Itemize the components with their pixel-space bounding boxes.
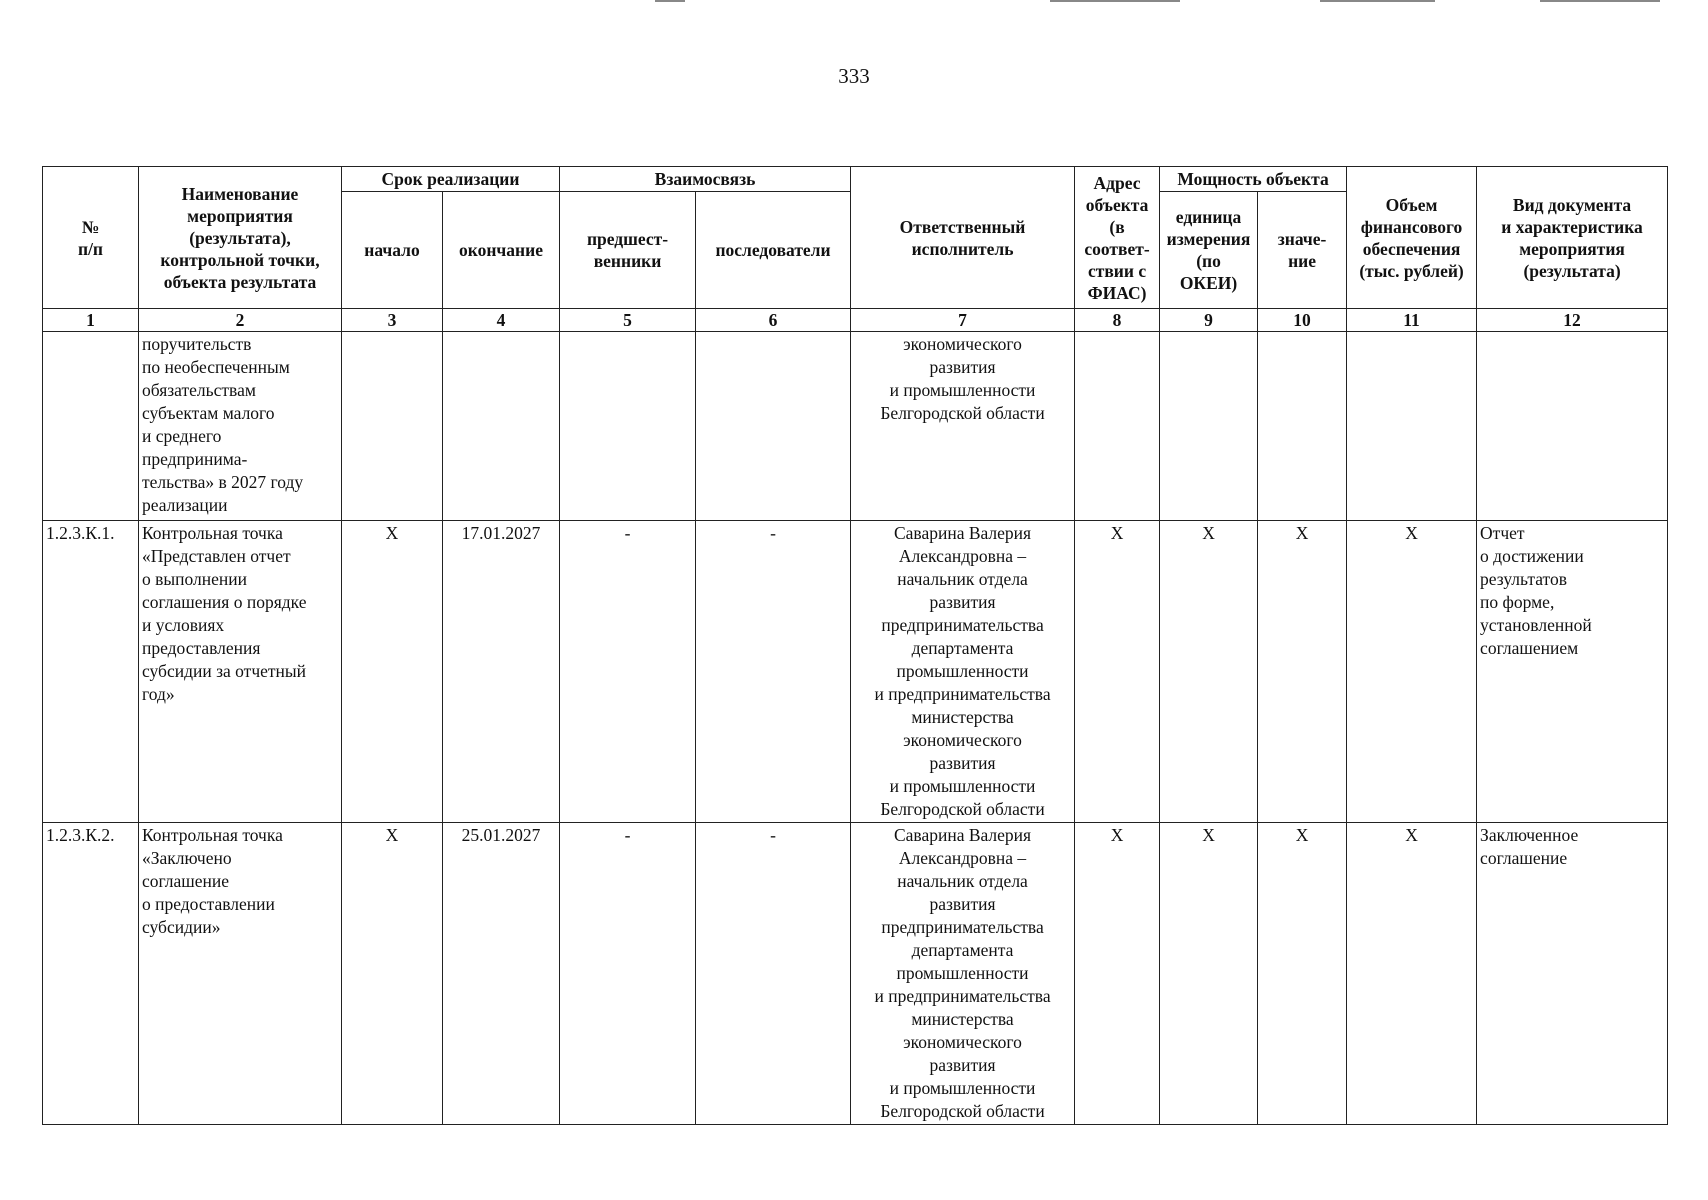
table-row [43,521,1668,823]
column-number: 8 [1075,309,1160,332]
row-value: X [1258,521,1347,823]
row-start [342,332,443,521]
column-number: 12 [1477,309,1668,332]
row-value [1258,332,1347,521]
row-unit: X [1160,521,1258,823]
header-successors: последователи [696,192,851,309]
row-executor: Саварина Валерия Александровна – начальник отдела развития предпринимательства департамента промышленности и предпринимательства министерства экономического развития и промышленности Белгородской области [851,521,1075,823]
row-name: поручительств по необеспеченным обязательствам субъектам малого и среднего предпринима- тельства» в 2027 году реализации [139,332,342,521]
row-predecessors [560,332,696,521]
header-end: окончание [443,192,560,309]
row-finance: X [1347,521,1477,823]
table-row [43,823,1668,1125]
row-doc: Заключенное соглашение [1477,823,1668,1125]
column-number: 7 [851,309,1075,332]
row-value: X [1258,823,1347,1125]
plan-table [42,166,1668,1125]
header-capacity: Мощность объекта [1160,167,1347,192]
row-address: X [1075,521,1160,823]
row-end: 25.01.2027 [443,823,560,1125]
row-end [443,332,560,521]
header-num: № п/п [43,167,139,309]
column-number: 5 [560,309,696,332]
header-unit: единица измерения (по ОКЕИ) [1160,192,1258,309]
row-executor: Саварина Валерия Александровна – начальник отдела развития предпринимательства департамента промышленности и предпринимательства министерства экономического развития и промышленности Белгородской области [851,823,1075,1125]
row-end: 17.01.2027 [443,521,560,823]
row-address: X [1075,823,1160,1125]
table-row [43,332,1668,521]
row-unit [1160,332,1258,521]
row-successors: - [696,823,851,1125]
column-number: 3 [342,309,443,332]
header-predecessors: предшест- венники [560,192,696,309]
header-relation: Взаимосвязь [560,167,851,192]
column-number: 9 [1160,309,1258,332]
row-finance: X [1347,823,1477,1125]
page-number: 333 [838,64,870,88]
row-predecessors: - [560,521,696,823]
row-num [43,332,139,521]
row-name: Контрольная точка «Заключено соглашение о предоставлении субсидии» [139,823,342,1125]
row-unit: X [1160,823,1258,1125]
row-address [1075,332,1160,521]
column-number: 4 [443,309,560,332]
row-name: Контрольная точка «Представлен отчет о выполнении соглашения о порядке и условиях предоставления субсидии за отчетный год» [139,521,342,823]
row-num: 1.2.3.К.1. [43,521,139,823]
header-doc-type: Вид документа и характеристика мероприятия (результата) [1477,167,1668,309]
row-executor: экономического развития и промышленности Белгородской области [851,332,1075,521]
column-number: 11 [1347,309,1477,332]
header-period: Срок реализации [342,167,560,192]
row-start: X [342,823,443,1125]
column-number: 10 [1258,309,1347,332]
header-address: Адрес объекта (в соответ- ствии с ФИАС) [1075,167,1160,309]
header-name: Наименование мероприятия (результата), контрольной точки, объекта результата [139,167,342,309]
row-successors [696,332,851,521]
header-start: начало [342,192,443,309]
row-start: X [342,521,443,823]
column-number: 2 [139,309,342,332]
row-doc [1477,332,1668,521]
row-predecessors: - [560,823,696,1125]
column-number: 1 [43,309,139,332]
header-executor: Ответственный исполнитель [851,167,1075,309]
row-num: 1.2.3.К.2. [43,823,139,1125]
header-value: значе- ние [1258,192,1347,309]
row-finance [1347,332,1477,521]
row-doc: Отчет о достижении результатов по форме, установленной соглашением [1477,521,1668,823]
header-finance: Объем финансового обеспечения (тыс. рублей) [1347,167,1477,309]
row-successors: - [696,521,851,823]
column-number: 6 [696,309,851,332]
